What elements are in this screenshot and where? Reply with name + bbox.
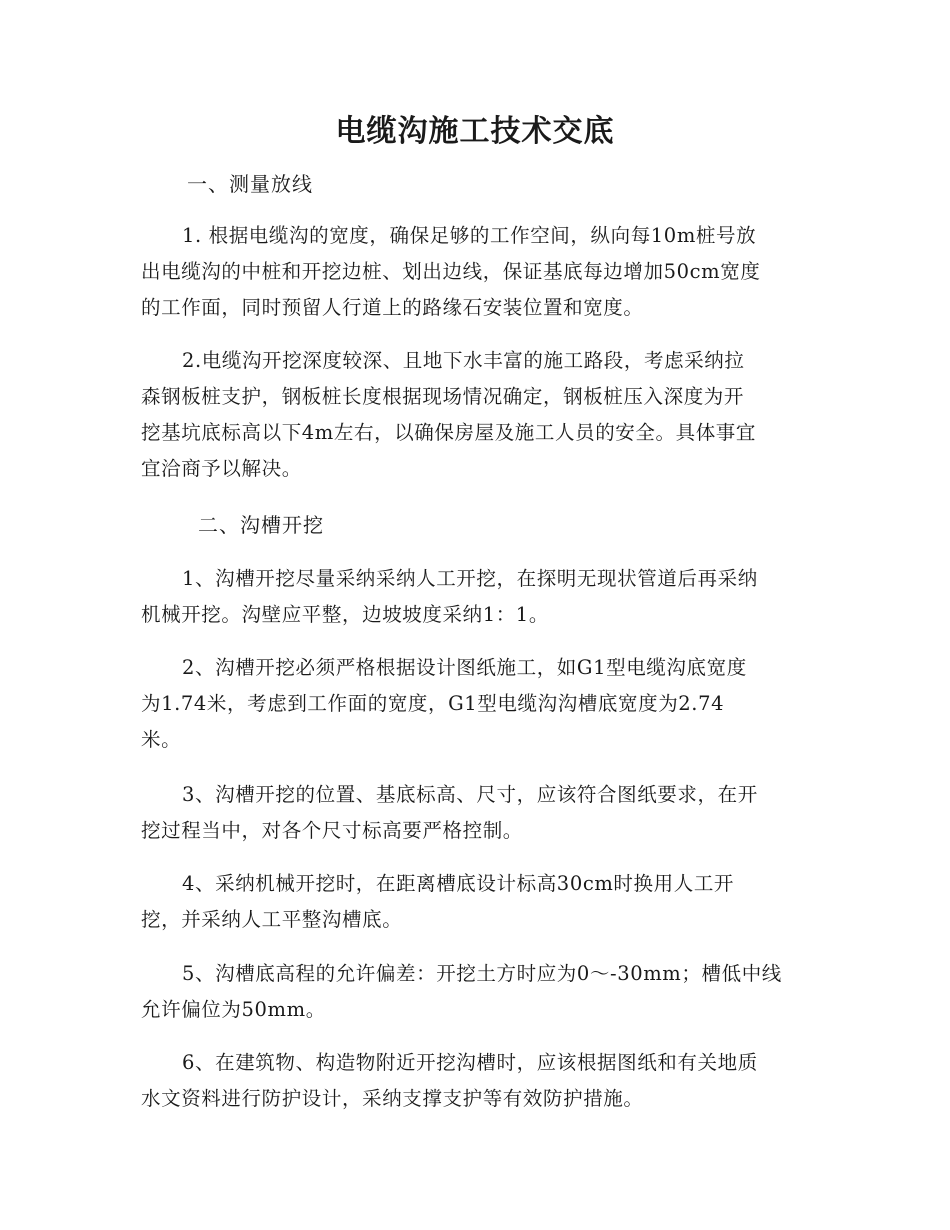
paragraph-line: 2.电缆沟开挖深度较深、且地下水丰富的施工路段，考虑采纳拉 [182, 349, 745, 372]
paragraph-line: 1. 根据电缆沟的宽度，确保足够的工作空间，纵向每10m桩号放 [182, 224, 757, 247]
paragraph-line: 允许偏位为50mm。 [141, 998, 326, 1021]
paragraph-survey-1 [141, 218, 809, 326]
paragraph-line: 挖基坑底标高以下4m左右，以确保房屋及施工人员的安全。具体事宜 [141, 421, 756, 444]
paragraph-line: 2、沟槽开挖必须严格根据设计图纸施工，如G1型电缆沟底宽度 [182, 656, 747, 679]
paragraph-trench-4 [141, 866, 809, 938]
paragraph-trench-1 [141, 561, 809, 633]
paragraph-line: 森钢板桩支护，钢板桩长度根据现场情况确定，钢板桩压入深度为开 [141, 385, 745, 408]
paragraph-line: 为1.74米，考虑到工作面的宽度，G1型电缆沟沟槽底宽度为2.74 [141, 692, 725, 715]
paragraph-trench-3 [141, 777, 809, 849]
paragraph-line: 5、沟槽底高程的允许偏差：开挖土方时应为0～-30mm；槽低中线 [182, 962, 782, 985]
paragraph-line: 水文资料进行防护设计，采纳支撑支护等有效防护措施。 [141, 1087, 644, 1110]
paragraph-line: 宜洽商予以解决。 [141, 457, 302, 480]
section-heading-trench-excavation: 二、沟槽开挖 [198, 513, 324, 537]
paragraph-line: 出电缆沟的中桩和开挖边桩、划出边线，保证基底每边增加50cm宽度 [141, 260, 761, 283]
paragraph-line: 6、在建筑物、构造物附近开挖沟槽时，应该根据图纸和有关地质 [182, 1051, 758, 1074]
paragraph-line: 3、沟槽开挖的位置、基底标高、尺寸，应该符合图纸要求，在开 [182, 783, 758, 806]
paragraph-line: 挖，并采纳人工平整沟槽底。 [141, 908, 403, 931]
paragraph-trench-6 [141, 1045, 809, 1117]
document-title: 电缆沟施工技术交底 [335, 114, 615, 149]
paragraph-line: 米。 [141, 728, 182, 751]
paragraph-line: 挖过程当中，对各个尺寸标高要严格控制。 [141, 819, 523, 842]
paragraph-line: 1、沟槽开挖尽量采纳采纳人工开挖，在探明无现状管道后再采纳 [182, 567, 758, 590]
paragraph-trench-2 [141, 650, 809, 758]
section-heading-survey: 一、测量放线 [187, 172, 313, 196]
paragraph-line: 机械开挖。沟壁应平整，边坡坡度采纳1：1。 [141, 603, 549, 626]
paragraph-line: 4、采纳机械开挖时，在距离槽底设计标高30cm时换用人工开 [182, 872, 735, 895]
paragraph-line: 的工作面，同时预留人行道上的路缘石安装位置和宽度。 [141, 296, 644, 319]
paragraph-survey-2 [141, 343, 809, 487]
paragraph-trench-5 [141, 956, 809, 1028]
